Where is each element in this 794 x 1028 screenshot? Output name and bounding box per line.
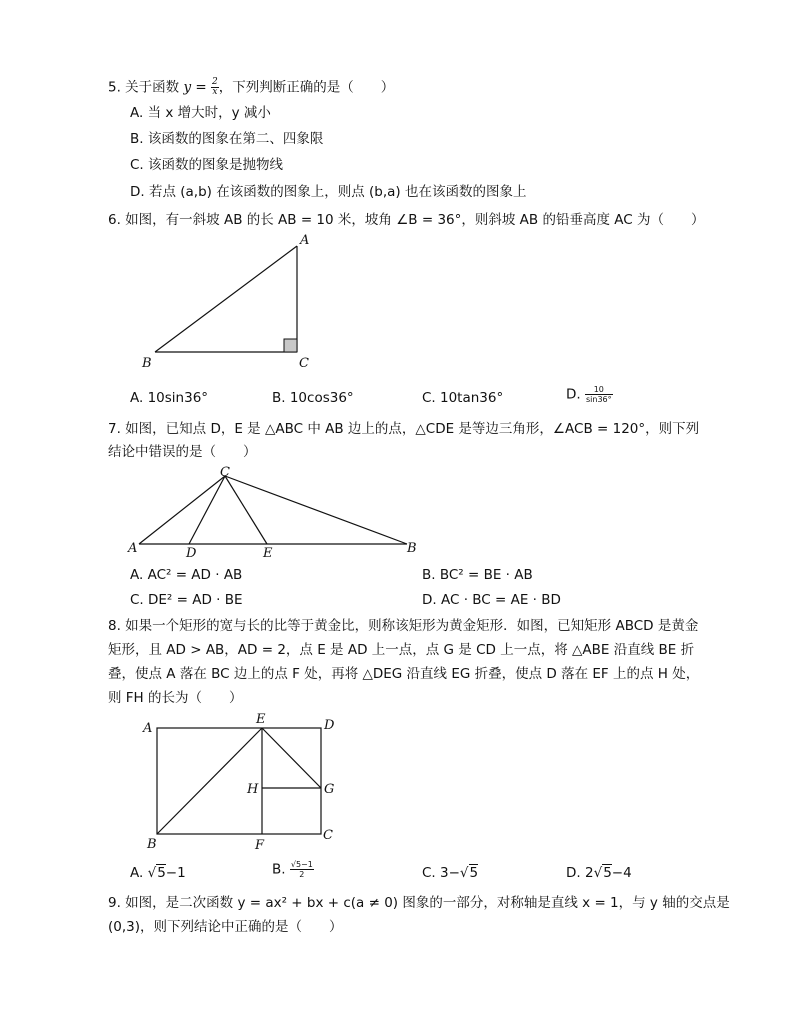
q6-segment-ab [155,246,297,352]
q7-label-c: C [220,465,230,480]
q5-stem-prefix: 5. 关于函数 [108,79,184,96]
q7-segment-ce [225,476,267,544]
q6-stem: 6. 如图，有一斜坡 AB 的长 AB = 10 米，坡角 ∠B = 36°，则斜坡 AB 的铅垂高度 AC 为（ ） [108,212,705,228]
q5-stem [108,78,394,97]
q7-label-d: D [186,546,197,561]
q8-label-h: H [247,782,259,797]
q8-option-b [272,860,314,879]
q8-option-d-suffix: −4 [611,865,632,881]
q8-label-g: G [324,782,335,797]
q8-segment-be [157,728,262,834]
q7-option-a: A. AC² = AD · AB [130,567,243,583]
q6-option-d-fraction [585,385,613,404]
q8-label-a: A [143,721,153,736]
q8-segment-eg [262,728,321,788]
q8-option-b-fraction [290,860,314,879]
q9-stem-line2: (0,3)，则下列结论中正确的是（ ） [108,919,343,935]
q7-segment-ac [139,476,225,544]
q8-option-d-radicand: 5 [603,865,612,881]
q8-option-a-prefix: A. [130,865,148,881]
q6-option-c: C. 10tan36° [422,390,504,406]
q6-option-d [566,385,613,404]
q6-option-d-num: 10 [585,385,613,395]
q5-frac-den: x [212,87,218,97]
q8-stem-line2: 矩形，且 AD > AB，AD = 2，点 E 是 AD 上一点，点 G 是 CD 上一点，将 △ABE 沿直线 BE 折 [108,642,695,658]
q8-figure [140,712,340,852]
q8-option-a-sqrt-sign: √ [147,865,157,881]
q8-option-a-radicand: 5 [157,865,166,881]
q7-stem-line2: 结论中错误的是（ ） [108,444,257,460]
q5-frac-num: 2 [212,77,218,87]
q8-stem-line3: 叠，使点 A 落在 BC 边上的点 F 处，再将 △DEG 沿直线 EG 折叠，使点 D 落在 EF 上的点 H 处， [108,666,700,682]
q6-label-b: B [142,356,152,371]
q6-option-d-label: D. [566,386,581,403]
q7-figure [125,464,425,559]
q5-stem-fraction [211,78,219,97]
q6-option-d-den: sin36° [585,395,612,404]
q6-right-angle-mark [284,339,297,352]
q5-option-c: C. 该函数的图象是抛物线 [130,157,284,173]
q8-option-b-num: √5−1 [290,860,313,869]
q7-stem-line1: 7. 如图，已知点 D，E 是 △ABC 中 AB 边上的点，△CDE 是等边三角形，∠ACB = 120°，则下列 [108,421,700,437]
q7-label-b: B [407,541,417,556]
q8-option-d [566,864,632,882]
q5-stem-func: y = [183,79,211,96]
q8-option-d-prefix: D. 2 [566,865,594,881]
q6-option-a: A. 10sin36° [130,390,209,406]
q7-label-a: A [128,541,138,556]
q8-option-b-label: B. [272,861,286,878]
q8-option-c-radicand: 5 [469,865,479,881]
q8-label-c: C [323,828,333,843]
q8-label-d: D [324,718,335,733]
q8-stem-line1: 8. 如果一个矩形的宽与长的比等于黄金比，则称该矩形为黄金矩形．如图，已知矩形 ABCD 是黄金 [108,618,699,634]
q8-option-b-den: 2 [299,870,305,879]
q6-label-a: A [300,233,310,248]
q7-segment-cd [189,476,225,544]
q5-option-a: A. 当 x 增大时，y 减小 [130,105,271,121]
q8-option-d-sqrt-sign: √ [593,865,603,881]
q8-label-f: F [255,838,265,853]
q8-stem-line4: 则 FH 的长为（ ） [108,690,243,706]
q6-label-c: C [299,356,309,371]
q8-label-b: B [147,837,157,852]
q7-option-b: B. BC² = BE · AB [422,567,533,583]
q5-option-d: D. 若点 (a,b) 在该函数的图象上，则点 (b,a) 也在该函数的图象上 [130,184,527,200]
q8-option-c-prefix: C. 3− [422,865,460,881]
q8-rectangle-abcd [157,728,321,834]
q8-option-a [130,864,186,882]
q7-option-d: D. AC · BC = AE · BD [422,592,561,608]
q8-option-c [422,864,478,882]
q7-label-e: E [263,546,273,561]
q9-stem-line1: 9. 如图，是二次函数 y = ax² + bx + c(a ≠ 0) 图象的一部分，对称轴是直线 x = 1，与 y 轴的交点是 [108,895,730,911]
q8-label-e: E [256,712,266,727]
q6-figure [140,230,320,370]
q5-stem-suffix: ，下列判断正确的是（ ） [218,79,395,96]
q8-option-a-suffix: −1 [165,865,186,881]
q5-option-b: B. 该函数的图象在第二、四象限 [130,131,324,147]
q7-option-c: C. DE² = AD · BE [130,592,243,608]
q8-option-c-sqrt-sign: √ [459,865,469,881]
q7-segment-bc [225,476,407,544]
q6-option-b: B. 10cos36° [272,390,354,406]
